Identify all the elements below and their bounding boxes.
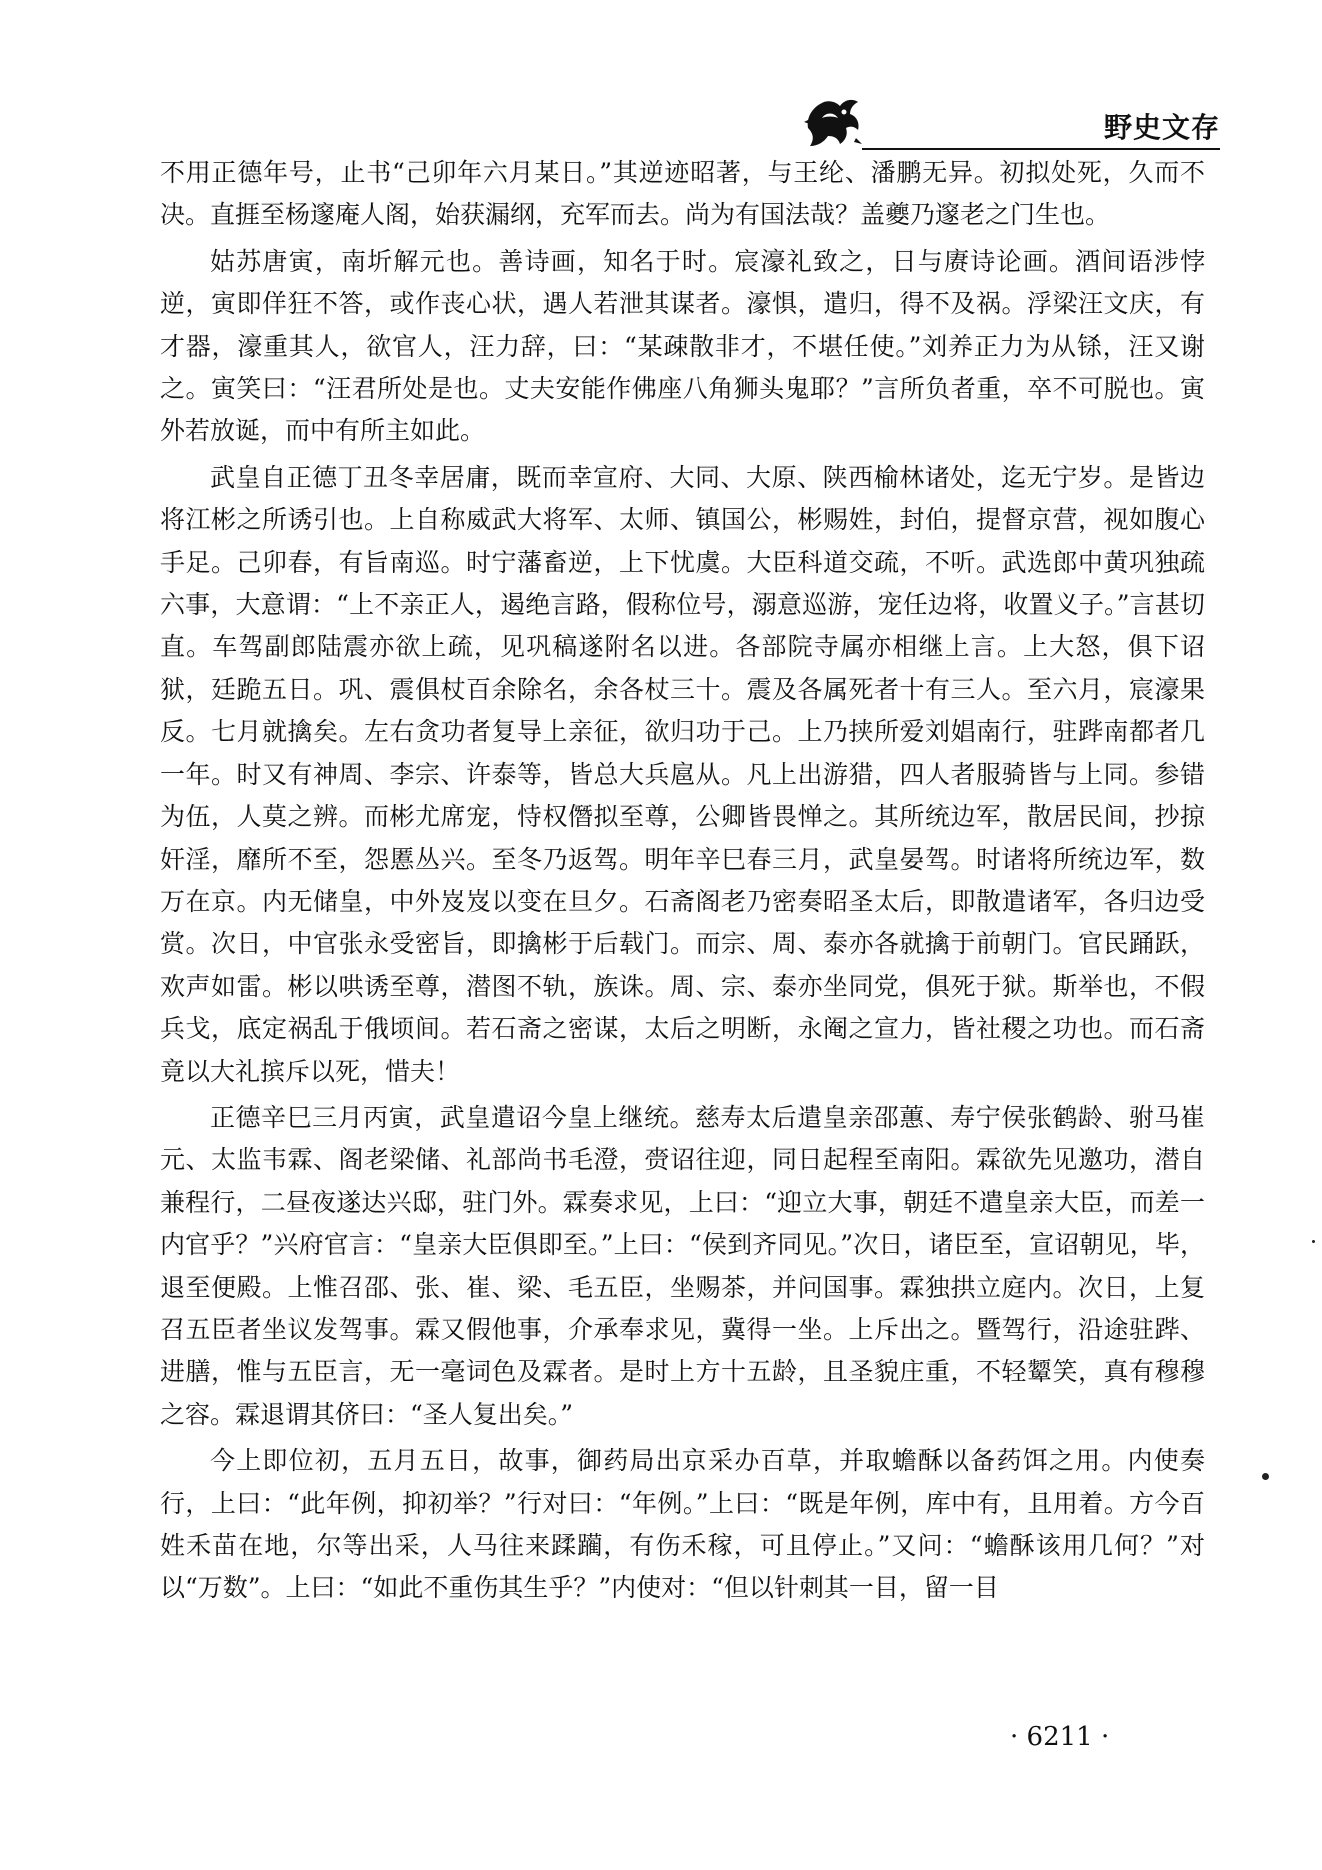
paragraph-jinshang-jiwei: 今上即位初，五月五日，故事，御药局出京采办百草，并取蟾酥以备药饵之用。内使奏行，上曰：“此年例，抑初举？”行对曰：“年例。”上曰：“既是年例，库中有，且用着。方今百姓禾苗在地，尔等出采，人马往来蹂躏，有伤禾稼，可且停止。”又问：“蟾酥该用几何？”对以“万数”。上曰：“如此不重伤其生乎？”内使对：“但以针刺其一目，留一目 [160, 1446, 1205, 1603]
paragraph-wuhuang-southern-tour: 武皇自正德丁丑冬幸居庸，既而幸宣府、大同、大原、陕西榆林诸处，迄无宁岁。是皆边将江彬之所诱引也。上自称威武大将军、太师、镇国公，彬赐姓，封伯，提督京营，视如腹心手足。己卯春，有旨南巡。时宁藩畜逆，上下忧虞。大臣科道交疏，不听。武选郎中黄巩独疏六事，大意谓：“上不亲正人，遏绝言路，假称位号，溺意巡游，宠任边将，收置义子。”言甚切直。车驾副郎陆震亦欲上疏，见巩稿遂附名以进。各部院寺属亦相继上言。上大怒，俱下诏狱，廷跪五日。巩、震俱杖百余除名，余各杖三十。震及各属死者十有三人。至六月，宸濠果反。七月就擒矣。左右贪功者复导上亲征，欲归功于己。上乃挟所爱刘娼南行，驻跸南都者几一年。时又有神周、李宗、许泰等，皆总大兵扈从。凡上出游猎，四人者服骑皆与上同。参错为伍，人莫之辨。而彬尤席宠，恃权僭拟至尊，公卿皆畏惮之。其所统边军，散居民间，抄掠奸淫，靡所不至，怨慝丛兴。至冬乃返驾。明年辛巳春三月，武皇晏驾。时诸将所统边军，数万在京。内无储皇，中外岌岌以变在旦夕。石斋阁老乃密奏昭圣太后，即散遣诸军，各归边受赏。次日，中官张永受密旨，即擒彬于后载门。而宗、周、泰亦各就擒于前朝门。官民踊跃，欢声如雷。彬以哄诱至尊，潜图不轨，族诛。周、宗、泰亦坐同党，俱死于狱。斯举也，不假兵戈，底定祸乱于俄顷间。若石斋之密谋，太后之明断，永阉之宣力，皆社稷之功也。而石斋竟以大礼摈斥以死，惜夫！ [160, 462, 1205, 1086]
paragraph-continued: 不用正德年号，止书“己卯年六月某日。”其逆迹昭著，与王纶、潘鹏无异。初拟处死，久而不决。直捱至杨邃庵人阁，始获漏纲，充军而去。尚为有国法哉？盖夔乃邃老之门生也。 [160, 158, 1205, 230]
scan-speck [1262, 1473, 1269, 1480]
running-title: 野史文存 [1103, 111, 1220, 144]
paragraph-tang-yin: 姑苏唐寅，南圻解元也。善诗画，知名于时。宸濠礼致之，日与赓诗论画。酒间语涉悖逆，寅即佯狂不答，或作丧心状，遇人若泄其谋者。濠惧，遣归，得不及祸。浮梁汪文庆，有才器，濠重其人，欲官人，汪力辞，曰：“某疎散非才，不堪任使。”刘养正力为从铩，汪又谢之。寅笑曰：“汪君所处是也。丈夫安能作佛座八角狮头鬼耶？”言所负者重，卒不可脱也。寅外若放诞，而中有所主如此。 [160, 246, 1205, 446]
body-text [160, 152, 1205, 1614]
header-rule [862, 148, 1220, 150]
dragon-emblem-icon [800, 88, 864, 152]
paragraph-zhengde-xinsi: 正德辛巳三月丙寅，武皇遣诏今皇上继统。慈寿太后遣皇亲邵蕙、寿宁侯张鹤龄、驸马崔元、太监韦霖、阁老梁储、礼部尚书毛澄，赍诏往迎，同日起程至南阳。霖欲先见邀功，潜自兼程行，二昼夜遂达兴邸，驻门外。霖奏求见，上曰：“迎立大事，朝廷不遣皇亲大臣，而差一内官乎？”兴府官言：“皇亲大臣俱即至。”上曰：“侯到齐同见。”次日，诸臣至，宣诏朝见，毕，退至便殿。上惟召邵、张、崔、梁、毛五臣，坐赐茶，并问国事。霖独拱立庭内。次日，上复召五臣者坐议发驾事。霖又假他事，介承奉求见，冀得一坐。上斥出之。暨驾行，沿途驻跸、进膳，惟与五臣言，无一毫词色及霖者。是时上方十五龄，且圣貌庄重，不轻颦笑，真有穆穆之容。霖退谓其侪曰：“圣人复出矣。” [160, 1102, 1205, 1429]
scan-speck [1312, 1240, 1315, 1243]
page-header [800, 88, 1220, 152]
page-number: · 6211 · [1010, 1722, 1110, 1752]
